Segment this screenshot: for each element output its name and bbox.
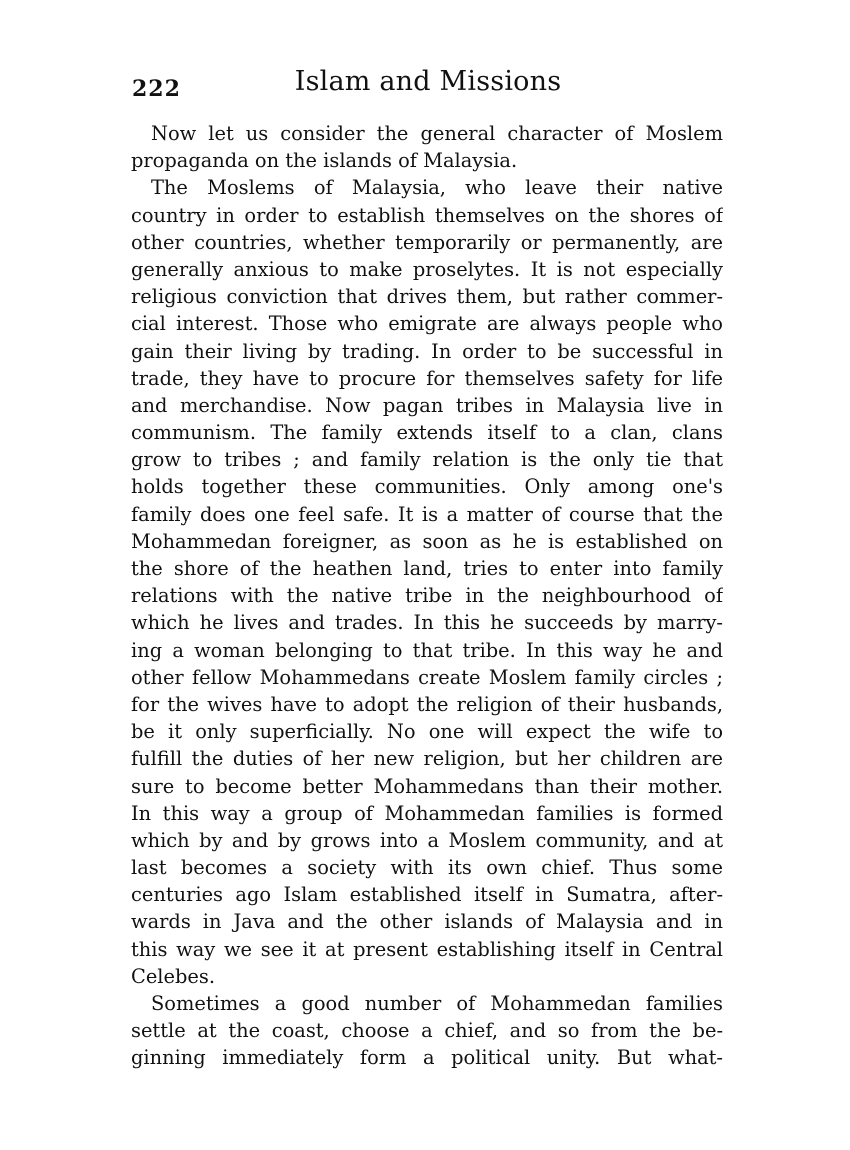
page-header [132, 66, 724, 102]
text-line: centuries ago Islam established itself in Sumatra, after- [131, 883, 723, 907]
running-title: Islam and Missions [294, 66, 562, 97]
text-line: settle at the coast, choose a chief, and so from the be- [131, 1019, 723, 1043]
text-line: last becomes a society with its own chief. Thus some [131, 856, 723, 880]
text-line: religious conviction that drives them, but rather commer- [131, 285, 723, 309]
text-line: other countries, whether temporarily or permanently, are [131, 230, 723, 254]
text-line: sure to become better Mohammedans than their mother. [131, 774, 723, 798]
text-line: ginning immediately form a political unity. But what- [131, 1046, 723, 1070]
text-line: for the wives have to adopt the religion of their husbands, [131, 692, 723, 716]
text-line: this way we see it at present establishing itself in Central [131, 937, 723, 961]
text-line: fulfill the duties of her new religion, but her children are [131, 747, 723, 771]
text-line: In this way a group of Mohammedan families is formed [131, 801, 723, 825]
text-line: grow to tribes ; and family relation is the only tie that [131, 448, 723, 472]
text-line: wards in Java and the other islands of Malaysia and in [131, 910, 723, 934]
text-line: Now let us consider the general character of Moslem [151, 122, 723, 145]
body-text [131, 120, 723, 1072]
text-line: Mohammedan foreigner, as soon as he is established on [131, 529, 723, 553]
text-line: cial interest. Those who emigrate are always people who [131, 312, 723, 336]
text-line: Celebes. [131, 964, 215, 988]
text-line: propaganda on the islands of Malaysia. [131, 149, 518, 173]
text-line: be it only superficially. No one will expect the wife to [131, 720, 723, 744]
text-line: country in order to establish themselves on the shores of [131, 203, 723, 227]
text-line: which by and by grows into a Moslem community, and at [131, 828, 723, 852]
text-line: other fellow Mohammedans create Moslem family circles ; [131, 665, 723, 689]
text-line: which he lives and trades. In this he succeeds by marry- [131, 611, 723, 635]
text-line: trade, they have to procure for themselves safety for life [131, 366, 723, 390]
text-line: gain their living by trading. In order to be successful in [131, 339, 723, 363]
text-line: relations with the native tribe in the neighbourhood of [131, 584, 723, 608]
text-line: family does one feel safe. It is a matter of course that the [131, 502, 723, 526]
text-line: and merchandise. Now pagan tribes in Malaysia live in [131, 393, 723, 417]
page-number: 222 [132, 76, 181, 102]
text-line: holds together these communities. Only among one's [131, 475, 723, 499]
text-line: ing a woman belonging to that tribe. In this way he and [131, 638, 723, 662]
text-line: Sometimes a good number of Mohammedan families [151, 992, 723, 1015]
text-line: communism. The family extends itself to a clan, clans [131, 421, 723, 445]
text-line: generally anxious to make proselytes. It is not especially [131, 257, 723, 281]
text-line: The Moslems of Malaysia, who leave their native [151, 176, 723, 200]
text-line: the shore of the heathen land, tries to enter into family [131, 557, 723, 580]
